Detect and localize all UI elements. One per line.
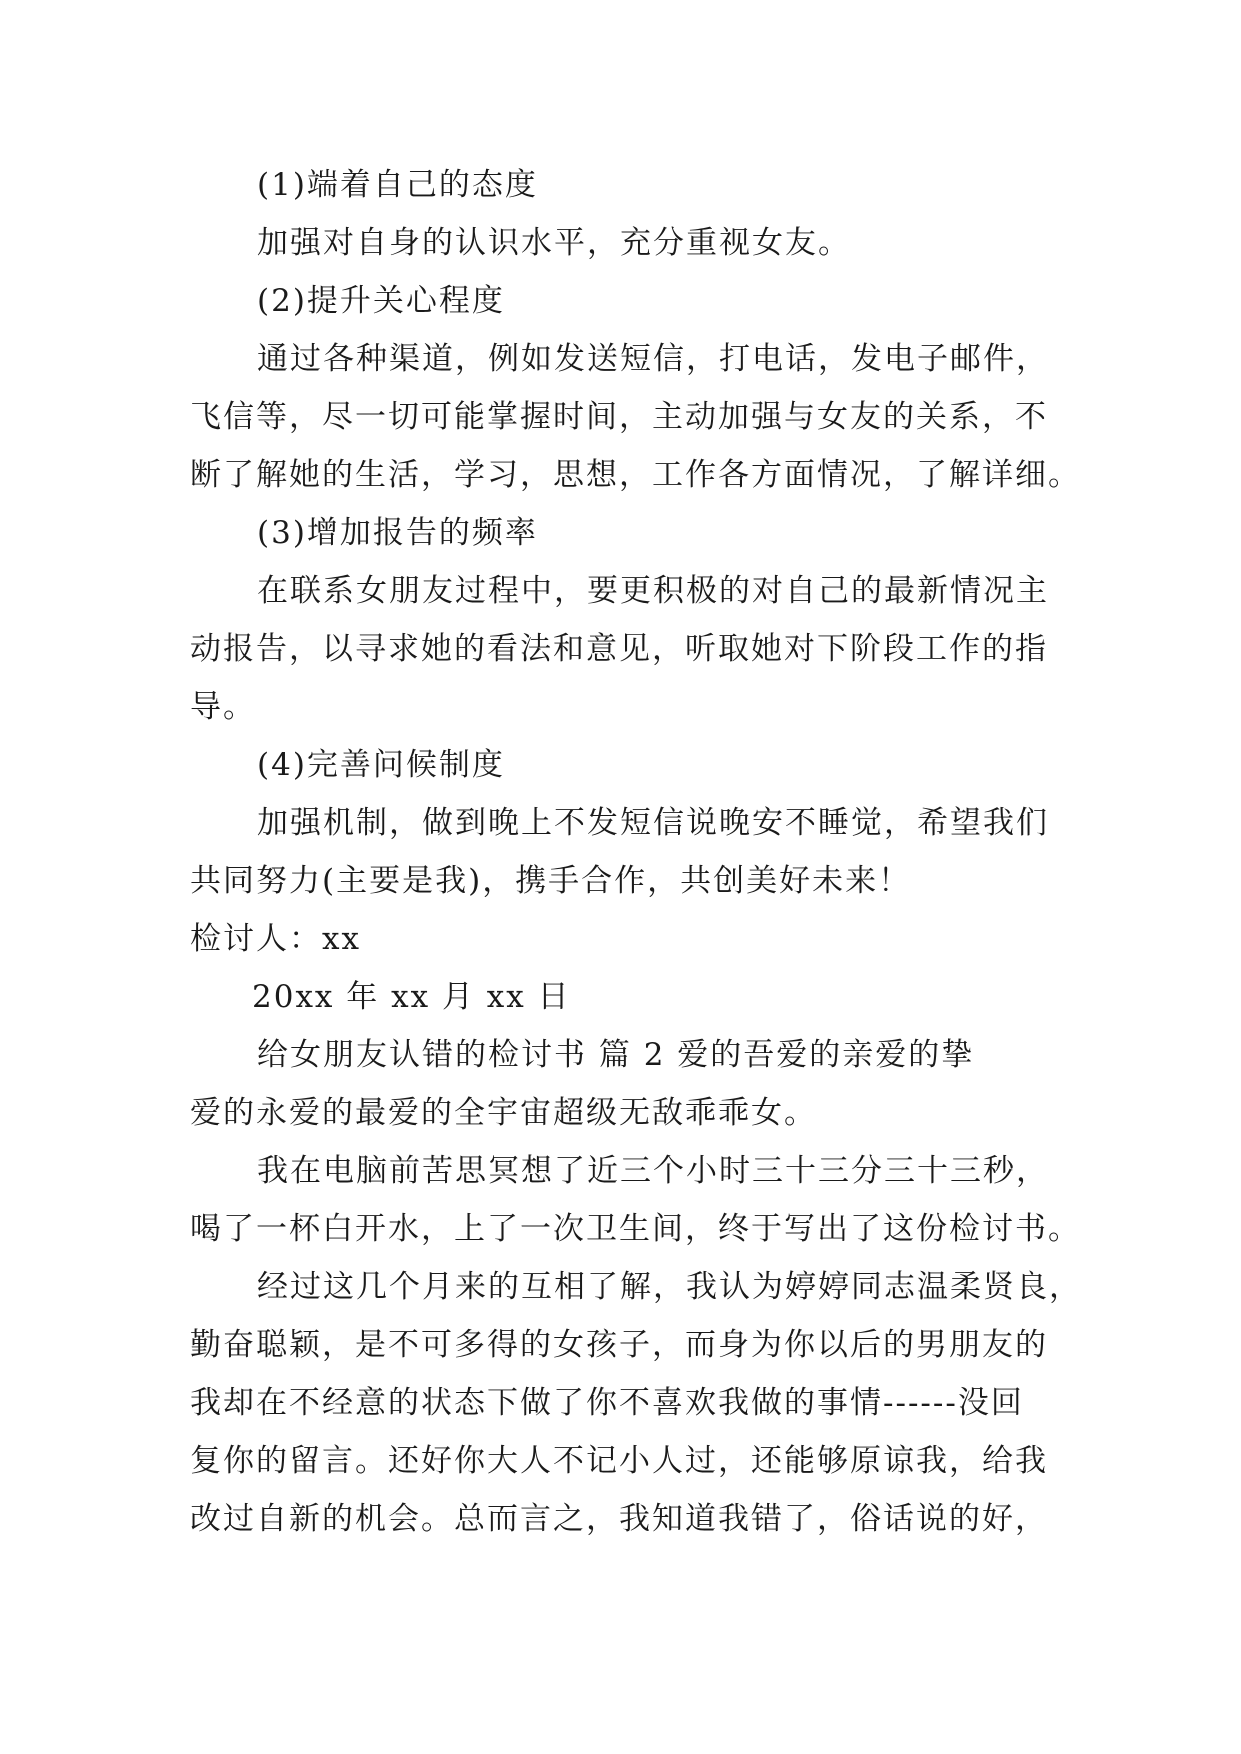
paragraph-line: 通过各种渠道，例如发送短信，打电话，发电子邮件， [257, 341, 1049, 377]
heading-report: (3)增加报告的频率 [257, 515, 538, 551]
paragraph-line: 喝了一杯白开水，上了一次卫生间，终于写出了这份检讨书。 [190, 1211, 1081, 1247]
heading-greeting: (4)完善问候制度 [257, 747, 505, 783]
paragraph-line: 导。 [190, 689, 256, 725]
date-line: 20xx 年 xx 月 xx 日 [252, 979, 571, 1015]
paragraph-line: 改过自新的机会。总而言之，我知道我错了，俗话说的好， [190, 1501, 1048, 1537]
paragraph-line: 勤奋聪颖，是不可多得的女孩子，而身为你以后的男朋友的 [190, 1327, 1048, 1363]
paragraph-line: 加强机制，做到晚上不发短信说晚安不睡觉，希望我们 [257, 805, 1049, 841]
paragraph-line: 经过这几个月来的互相了解，我认为婷婷同志温柔贤良， [257, 1269, 1082, 1305]
paragraph-line: 爱的永爱的最爱的全宇宙超级无敌乖乖女。 [190, 1095, 817, 1131]
paragraph-line: 我在电脑前苦思冥想了近三个小时三十三分三十三秒， [257, 1153, 1049, 1189]
section-title-line: 给女朋友认错的检讨书 篇 2 爱的吾爱的亲爱的挚 [257, 1037, 975, 1073]
paragraph-line: 我却在不经意的状态下做了你不喜欢我做的事情------没回 [190, 1385, 1024, 1421]
paragraph-line: 复你的留言。还好你大人不记小人过，还能够原谅我，给我 [190, 1443, 1048, 1479]
heading-care: (2)提升关心程度 [257, 283, 505, 319]
paragraph-line: 动报告，以寻求她的看法和意见，听取她对下阶段工作的指 [190, 631, 1048, 667]
paragraph-line: 加强对自身的认识水平，充分重视女友。 [257, 225, 851, 261]
paragraph-line: 飞信等，尽一切可能掌握时间，主动加强与女友的关系，不 [190, 399, 1048, 435]
paragraph-line: 在联系女朋友过程中，要更积极的对自己的最新情况主 [257, 573, 1049, 609]
paragraph-line: 共同努力(主要是我)，携手合作，共创美好未来！ [190, 863, 912, 899]
heading-attitude: (1)端着自己的态度 [257, 167, 538, 203]
paragraph-line: 断了解她的生活，学习，思想，工作各方面情况，了解详细。 [190, 457, 1081, 493]
signer-line: 检讨人：xx [190, 921, 361, 957]
